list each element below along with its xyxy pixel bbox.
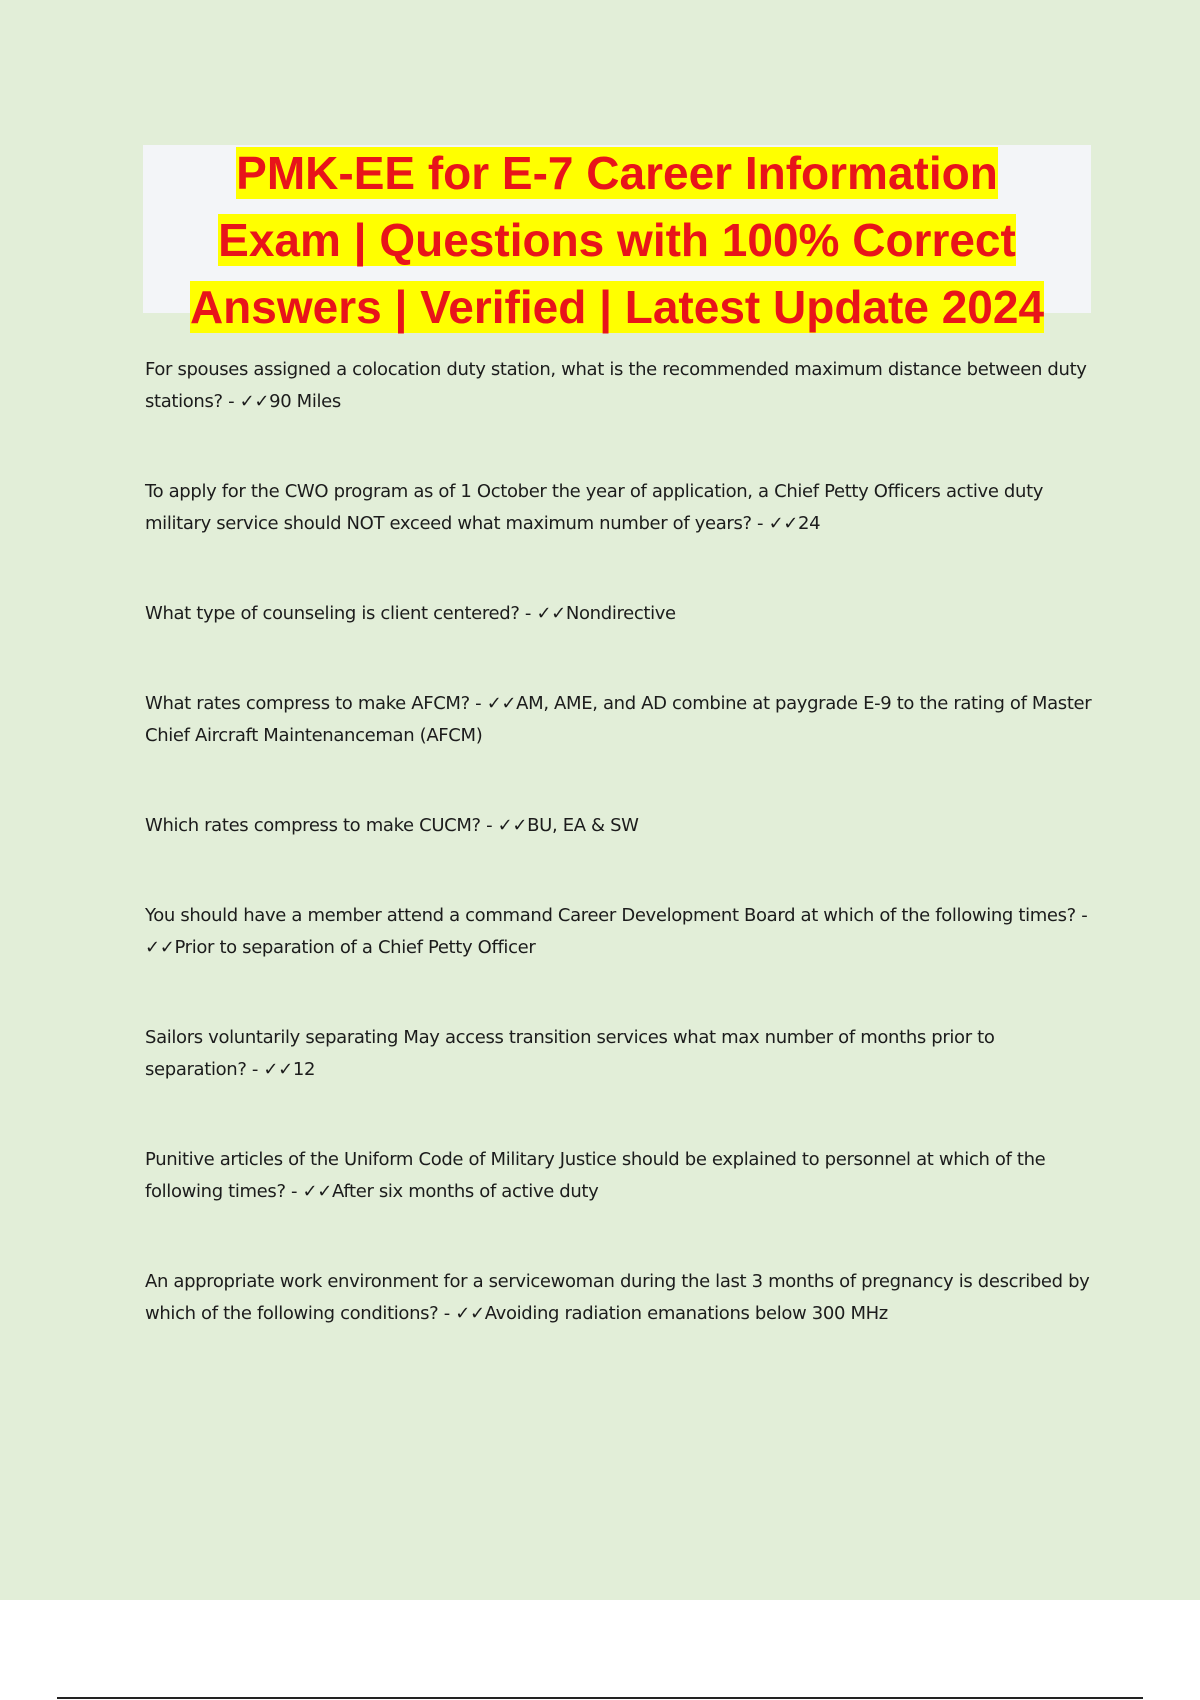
question-text: Sailors voluntarily separating May access transition services what max number of months prior to separation? <box>145 1027 995 1080</box>
check-mark-icon: ✓✓ <box>455 1303 485 1324</box>
qa-item <box>145 1022 1095 1086</box>
answer-text: Nondirective <box>565 603 676 624</box>
question-text: You should have a member attend a command Career Development Board at which of the following times? <box>145 905 1076 926</box>
qa-item <box>145 1266 1095 1330</box>
answer-text: 12 <box>292 1059 316 1080</box>
question-text: An appropriate work environment for a servicewoman during the last 3 months of pregnancy is described by which of the following conditions? <box>145 1271 1090 1324</box>
question-text: What rates compress to make AFCM? <box>145 693 470 714</box>
document-title: PMK-EE for E-7 Career Information Exam | Questions with 100% Correct Answers | Verified | Latest Update 2024 <box>189 147 1045 333</box>
check-mark-icon: ✓✓ <box>302 1181 333 1202</box>
qa-item <box>145 810 1095 842</box>
check-mark-icon: ✓✓ <box>263 1059 293 1080</box>
check-mark-icon: ✓✓ <box>536 603 566 624</box>
separator: - <box>480 815 498 836</box>
answer-text: Prior to separation of a Chief Petty Officer <box>174 937 536 958</box>
answer-text: BU, EA & SW <box>527 815 639 836</box>
qa-item <box>145 476 1095 540</box>
answer-text: 24 <box>798 513 821 534</box>
question-text: What type of counseling is client centered? <box>145 603 520 624</box>
check-mark-icon: ✓✓ <box>239 391 270 412</box>
answer-text: Avoiding radiation emanations below 300 MHz <box>484 1303 888 1324</box>
footer-divider <box>57 1697 1143 1699</box>
check-mark-icon: ✓✓ <box>497 815 528 836</box>
qa-item <box>145 598 1095 630</box>
question-text: To apply for the CWO program as of 1 October the year of application, a Chief Petty Officers active duty military service should NOT exceed what maximum number of years? <box>145 481 1044 534</box>
separator: - <box>1075 905 1088 926</box>
separator: - <box>285 1181 303 1202</box>
question-text: Which rates compress to make CUCM? <box>145 815 481 836</box>
qa-list <box>145 354 1095 1330</box>
check-mark-icon: ✓✓ <box>486 693 517 714</box>
separator: - <box>519 603 537 624</box>
answer-text: AM, AME, and AD combine at paygrade E-9 to the rating of Master Chief Aircraft Maintenanceman (AFCM) <box>145 693 1092 746</box>
separator: - <box>751 513 769 534</box>
separator: - <box>222 391 240 412</box>
check-mark-icon: ✓✓ <box>768 513 799 534</box>
check-mark-icon: ✓✓ <box>145 937 175 958</box>
answer-text: After six months of active duty <box>332 1181 599 1202</box>
qa-item <box>145 1144 1095 1208</box>
qa-item <box>145 900 1095 964</box>
qa-item <box>145 688 1095 752</box>
question-text: For spouses assigned a colocation duty station, what is the recommended maximum distance between duty stations? <box>145 359 1087 412</box>
qa-item <box>145 354 1095 418</box>
answer-text: 90 Miles <box>269 391 341 412</box>
separator: - <box>469 693 487 714</box>
separator: - <box>246 1059 264 1080</box>
title-banner <box>143 145 1091 333</box>
question-text: Punitive articles of the Uniform Code of Military Justice should be explained to personnel at which of the following times? <box>145 1149 1046 1202</box>
separator: - <box>438 1303 456 1324</box>
